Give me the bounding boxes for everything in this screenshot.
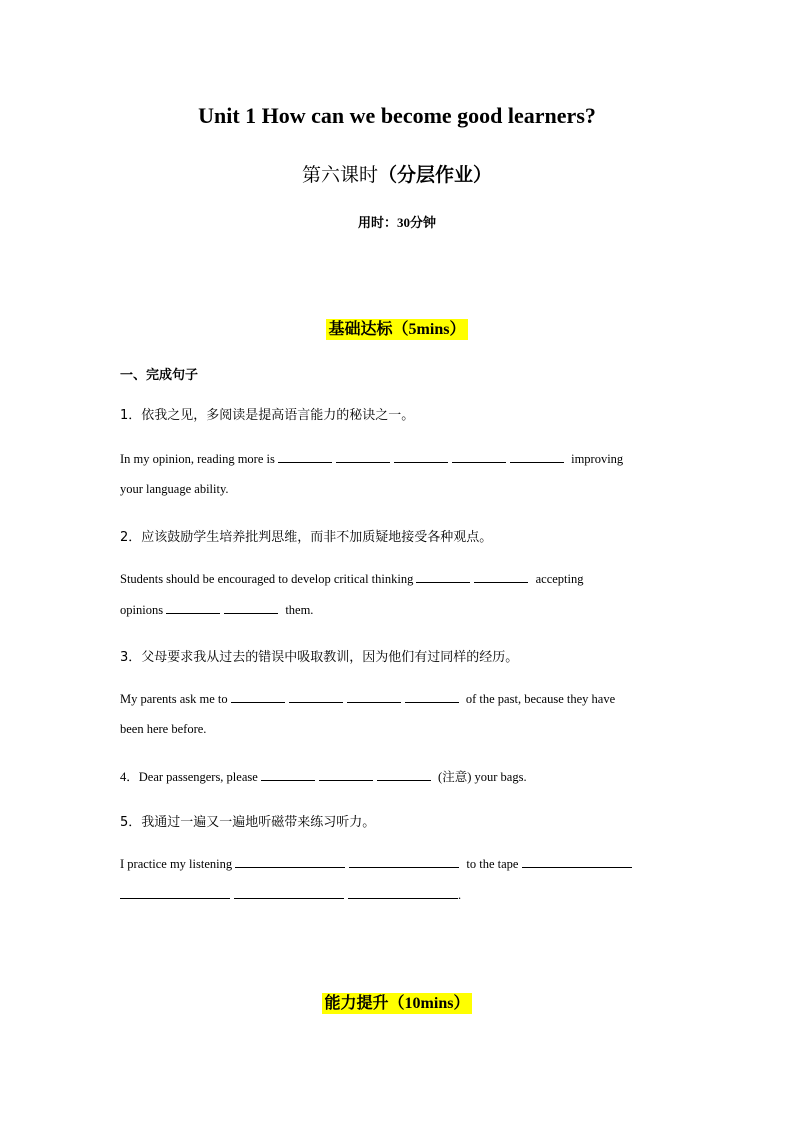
answer-blank[interactable] xyxy=(349,856,459,868)
answer-blank[interactable] xyxy=(278,451,332,463)
question-1-english-line1: In my opinion, reading more is improving xyxy=(120,452,624,466)
answer-blank[interactable] xyxy=(289,691,343,703)
answer-blank[interactable] xyxy=(522,856,632,868)
answer-blank[interactable] xyxy=(261,769,315,781)
answer-blank[interactable] xyxy=(235,856,345,868)
answer-blank[interactable] xyxy=(474,571,528,583)
answer-blank[interactable] xyxy=(319,769,373,781)
answer-blank[interactable] xyxy=(336,451,390,463)
question-5-chinese: 5．我通过一遍又一遍地听磁带来练习听力。 xyxy=(120,815,376,830)
answer-blank[interactable] xyxy=(234,887,344,899)
homework-type: （分层作业） xyxy=(378,165,493,186)
question-1-chinese: 1．依我之见，多阅读是提高语言能力的秘诀之一。 xyxy=(120,408,415,423)
part-one-title: 一、完成句子 xyxy=(120,368,199,383)
question-2-english-line1: Students should be encouraged to develop critical thinking accepting xyxy=(120,572,584,586)
question-3-chinese: 3．父母要求我从过去的错误中吸取教训，因为他们有过同样的经历。 xyxy=(120,650,519,665)
section-basic-heading: 基础达标（5mins） xyxy=(0,316,794,339)
lesson-number: 第六课时 xyxy=(301,165,378,186)
answer-blank[interactable] xyxy=(377,769,431,781)
answer-blank[interactable] xyxy=(452,451,506,463)
answer-blank[interactable] xyxy=(347,691,401,703)
section-advanced-heading: 能力提升（10mins） xyxy=(0,990,794,1013)
question-4-english: 4．Dear passengers, please (注意) your bags. xyxy=(120,770,527,784)
answer-blank[interactable] xyxy=(416,571,470,583)
answer-blank[interactable] xyxy=(120,887,230,899)
answer-blank[interactable] xyxy=(348,887,458,899)
question-2-english-line2: opinions them. xyxy=(120,603,314,617)
answer-blank[interactable] xyxy=(510,451,564,463)
worksheet-title: Unit 1 How can we become good learners? xyxy=(198,103,596,128)
answer-blank[interactable] xyxy=(231,691,285,703)
question-3-english-line2: been here before. xyxy=(120,722,207,736)
question-2-chinese: 2．应该鼓励学生培养批判思维，而非不加质疑地接受各种观点。 xyxy=(120,530,493,545)
question-3-english-line1: My parents ask me to of the past, because they have xyxy=(120,692,616,706)
answer-blank[interactable] xyxy=(394,451,448,463)
question-1-english-line2: your language ability. xyxy=(120,482,229,496)
question-5-english-line2: . xyxy=(120,887,461,903)
lesson-subtitle xyxy=(0,160,794,187)
time-allowed: 用时：30分钟 xyxy=(357,215,436,230)
answer-blank[interactable] xyxy=(224,602,278,614)
question-5-english-line1: I practice my listening to the tape xyxy=(120,856,636,872)
answer-blank[interactable] xyxy=(405,691,459,703)
answer-blank[interactable] xyxy=(166,602,220,614)
